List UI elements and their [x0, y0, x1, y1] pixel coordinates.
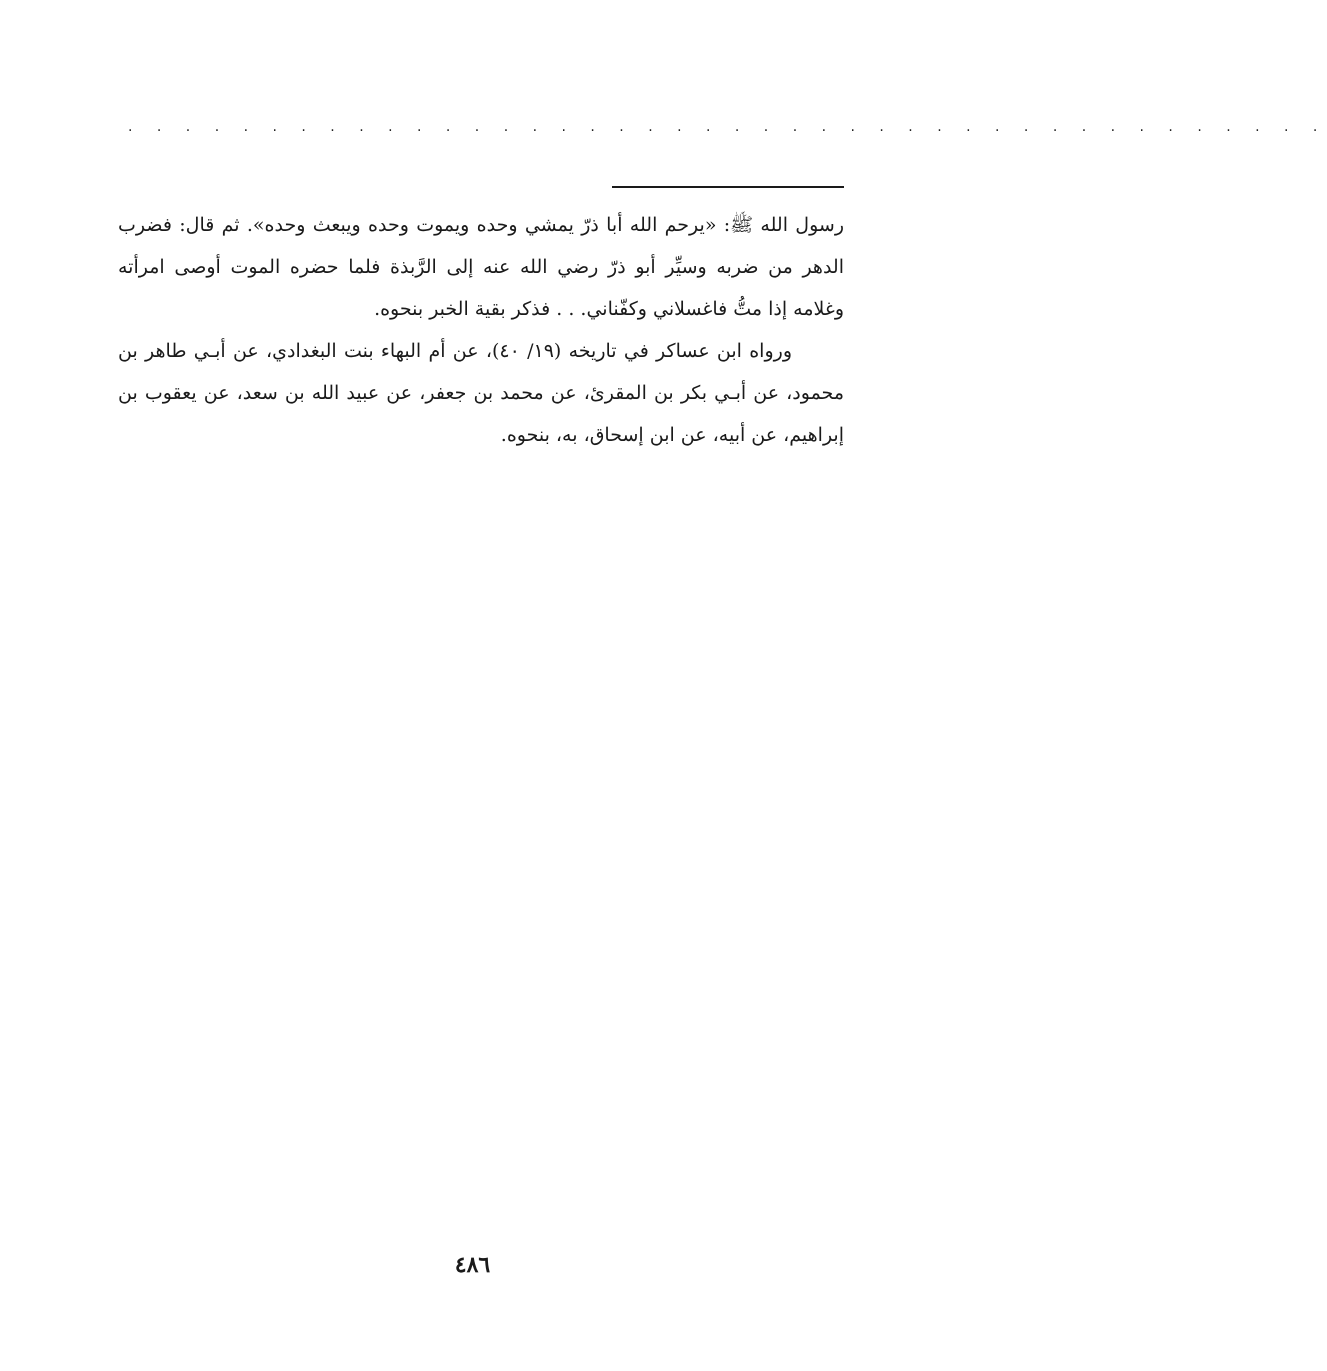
dotted-separator: . . . . . . . . . . . . . . . . . . . . . . . . . . . . . . . . . . . . . . . . . . [128, 119, 1327, 135]
footnote-separator-line [612, 186, 844, 188]
footnote-block [118, 204, 844, 456]
page-number: ٤٨٦ [454, 1252, 491, 1278]
footnote-paragraph-2: ورواه ابن عساكر في تاريخه (١٩/ ٤٠)، عن أم البهاء بنت البغدادي، عن أبـي طاهر بن محمود، عن أبـي بكر بن المقرئ، عن محمد بن جعفر، عن عبيد الله بن سعد، عن يعقوب بن إبراهيم، عن أبيه، عن ابن إسحاق، به، بنحوه. [118, 340, 844, 446]
footnote-paragraph-1: رسول الله ﷺ: «يرحم الله أبا ذرّ يمشي وحده ويموت وحده ويبعث وحده». ثم قال: فضرب الدهر من ضربه وسيِّر أبو ذرّ رضي الله عنه إلى الرَّبذة فلما حضره الموت أوصى امرأته وغلامه إذا متُّ فاغسلاني وكفّناني. . . فذكر بقية الخبر بنحوه. [118, 214, 844, 320]
